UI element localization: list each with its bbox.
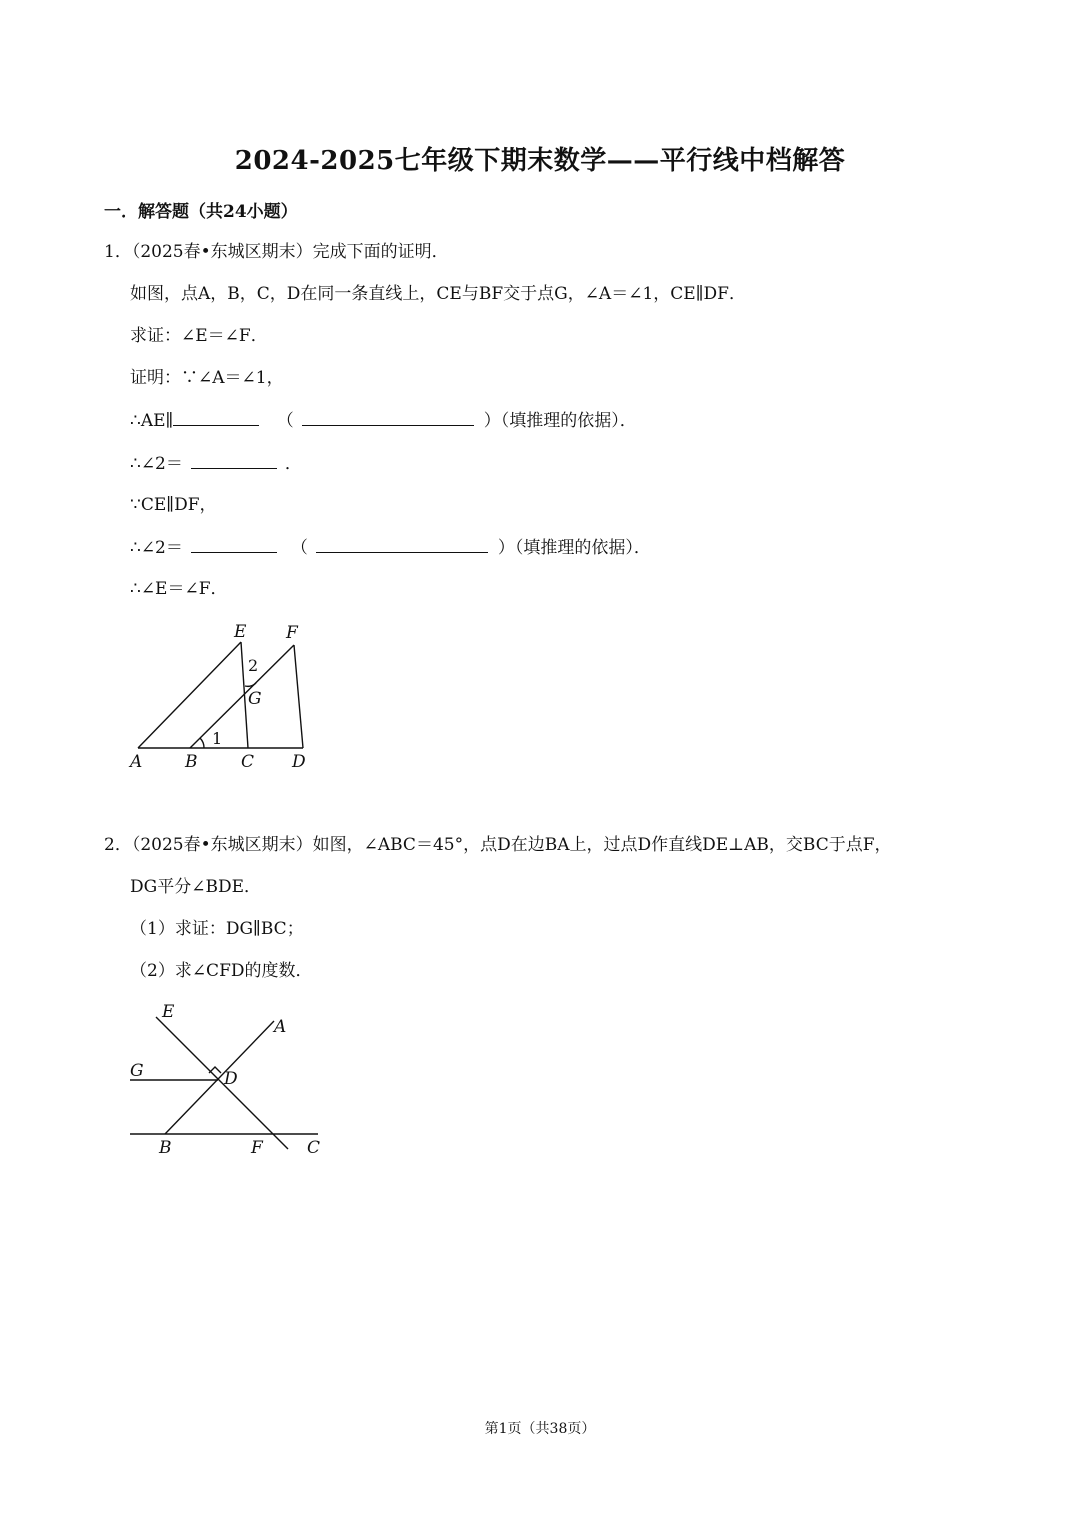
label-G: G [130, 1061, 144, 1081]
q1-proof-start: 证明：∵∠A＝∠1， [130, 368, 284, 388]
label-C: C [241, 752, 255, 772]
q2-header-line2: DG平分∠BDE． [130, 877, 261, 897]
q2-figure [120, 995, 340, 1160]
label-E: E [162, 1002, 175, 1022]
q1-step2-prefix: ∴∠2＝ [130, 454, 183, 474]
label-A: A [130, 752, 143, 772]
label-A: A [274, 1017, 287, 1037]
q2-part2: （2）求∠CFD的度数． [130, 961, 313, 981]
q1-blank-2[interactable] [302, 409, 474, 426]
angle-2-arc [245, 683, 256, 686]
line-AE [138, 642, 241, 748]
label-angle-1: 1 [212, 729, 223, 748]
q1-blank-1[interactable] [173, 409, 259, 426]
line-BA [165, 1021, 274, 1134]
label-F: F [251, 1138, 263, 1158]
q1-step1 [130, 409, 637, 432]
q2-header-line1: 2．（2025春•东城区期末）如图，∠ABC＝45°，点D在边BA上，过点D作直线DE⊥AB，交BC于点F， [104, 835, 892, 855]
line-FD [294, 645, 303, 748]
label-D: D [292, 752, 306, 772]
q1-figure [120, 615, 330, 780]
q1-blank-5[interactable] [316, 536, 488, 553]
q1-prove: 求证：∠E＝∠F． [130, 326, 268, 346]
label-B: B [185, 752, 198, 772]
q1-step4-paren: （ [290, 538, 308, 558]
label-angle-2: 2 [248, 656, 259, 675]
label-G: G [248, 689, 262, 709]
q1-header: 1．（2025春•东城区期末）完成下面的证明． [104, 242, 449, 262]
q1-step1-prefix: ∴AE∥ [130, 411, 174, 431]
label-C: C [307, 1138, 321, 1158]
page-title: 2024-2025七年级下期末数学——平行线中档解答 [234, 146, 846, 176]
q1-step1-paren: （ [276, 411, 294, 431]
q1-given: 如图，点A，B，C，D在同一条直线上，CE与BF交于点G，∠A＝∠1，CE∥DF． [130, 284, 746, 304]
q1-blank-4[interactable] [191, 536, 277, 553]
q1-step3: ∵CE∥DF， [130, 495, 217, 515]
label-D: D [224, 1069, 238, 1089]
label-B: B [159, 1138, 172, 1158]
q1-step4-prefix: ∴∠2＝ [130, 538, 183, 558]
page-footer: 第1页（共38页） [484, 1421, 596, 1437]
q1-blank-3[interactable] [191, 452, 277, 469]
angle-1-arc [200, 738, 204, 748]
q1-step4-suffix: ）（填推理的依据）． [497, 538, 651, 558]
section-heading: 一．解答题（共24小题） [104, 202, 298, 222]
q1-step4 [130, 536, 651, 559]
q1-step5: ∴∠E＝∠F． [130, 579, 228, 599]
q1-step2-suffix: ． [284, 454, 302, 474]
label-E: E [234, 622, 247, 642]
q1-step2 [130, 452, 302, 475]
q1-step1-suffix: ）（填推理的依据）． [483, 411, 637, 431]
line-ED [156, 1017, 288, 1149]
q2-part1: （1）求证：DG∥BC； [130, 919, 304, 939]
right-angle-mark [209, 1067, 221, 1073]
label-F: F [286, 623, 298, 643]
